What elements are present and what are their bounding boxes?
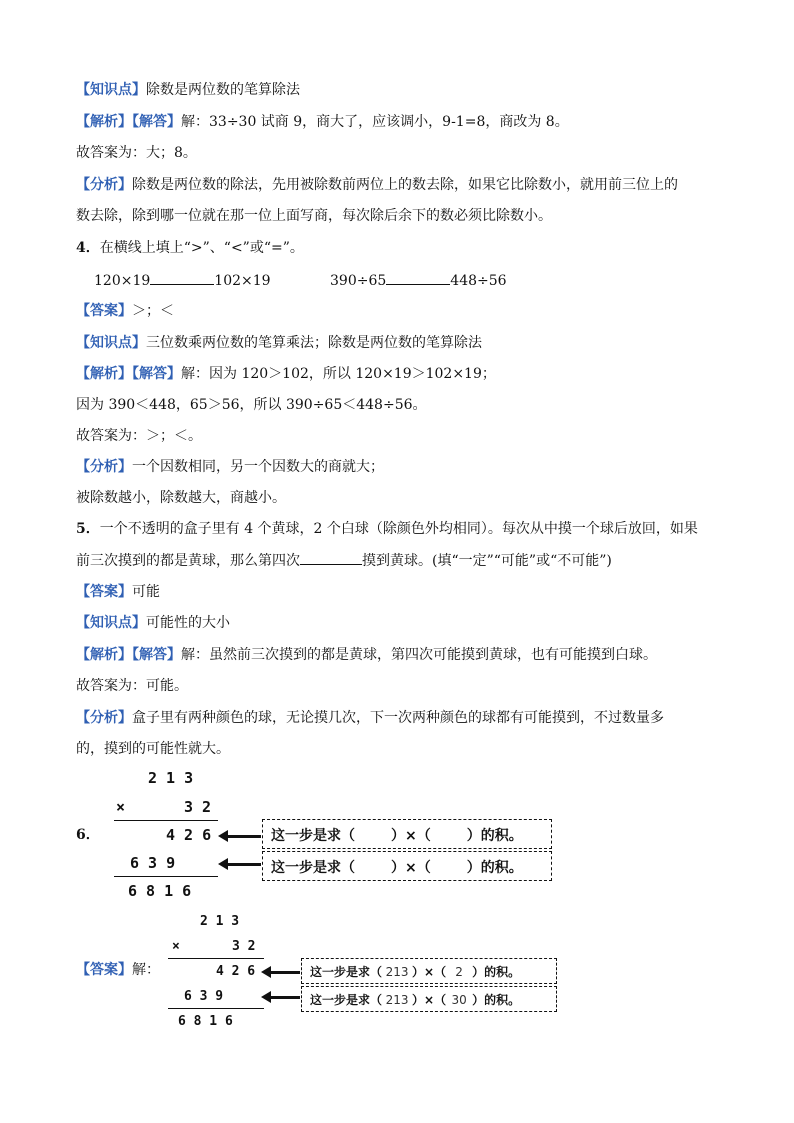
q5-answer bbox=[76, 582, 160, 602]
answer-blank[interactable] bbox=[386, 270, 450, 285]
q5-analysis bbox=[76, 645, 657, 665]
answer-blank[interactable] bbox=[300, 550, 362, 565]
reasoning-text: 盒子里有两种颜色的球，无论摸几次，下一次两种颜色的球都有可能摸到，不过数量多 bbox=[132, 710, 664, 726]
q6-number bbox=[76, 825, 100, 845]
box-text: ）的积。 bbox=[466, 860, 523, 876]
question-number: 4． bbox=[76, 240, 100, 256]
q4-question bbox=[76, 238, 304, 258]
answer-box-1 bbox=[301, 958, 557, 984]
analysis-text: 解：虽然前三次摸到的都是黄球，第四次可能摸到黄球，也有可能摸到白球。 bbox=[181, 647, 657, 663]
knowledge-text: 可能性的大小 bbox=[146, 615, 230, 631]
q5-question-cont bbox=[76, 550, 612, 571]
partial-product-2: 6 3 9 bbox=[184, 989, 224, 1004]
q5-question bbox=[76, 519, 698, 539]
answer-tag: 【答案】 bbox=[76, 584, 132, 600]
multiplier: 3 2 bbox=[232, 939, 256, 954]
box-text: 这一步是求（ bbox=[271, 860, 355, 876]
reasoning-text: 除数是两位数的除法，先用被除数前两位上的数去除，如果它比除数小，就用前三位上的 bbox=[132, 177, 678, 193]
analysis-tag: 【解析】【解答】 bbox=[76, 647, 181, 663]
rule-line bbox=[168, 958, 264, 959]
box-text: ）的积。 bbox=[472, 965, 521, 979]
question-text: 在横线上填上“>”、“<”或“=”。 bbox=[99, 240, 304, 256]
box-text: 这一步是求（ bbox=[310, 965, 383, 979]
rule-line bbox=[114, 876, 218, 877]
rule-line bbox=[114, 820, 218, 821]
answer-text: ＞；＜ bbox=[132, 303, 174, 319]
reasoning-tag: 【分析】 bbox=[76, 177, 132, 193]
box-text: ）×（ bbox=[412, 993, 447, 1007]
expr-left: 120×19 bbox=[94, 273, 151, 289]
answer-tag: 【答案】 bbox=[76, 303, 132, 319]
q4-expression-2 bbox=[330, 270, 507, 289]
knowledge-tag: 【知识点】 bbox=[76, 335, 146, 351]
times-sign: × bbox=[116, 798, 126, 816]
analysis-tag: 【解析】【解答】 bbox=[76, 366, 181, 382]
question-number: 6． bbox=[76, 827, 100, 843]
q5-answer-line: 故答案为：可能。 bbox=[76, 678, 188, 694]
partial-product-1: 4 2 6 bbox=[166, 826, 212, 844]
multiplicand: 2 1 3 bbox=[200, 914, 240, 929]
arrow-left-icon bbox=[227, 835, 261, 838]
partial-product-2: 6 3 9 bbox=[130, 854, 176, 872]
box-text: ）的积。 bbox=[466, 828, 523, 844]
q3-reasoning bbox=[76, 175, 678, 195]
q4-reasoning-cont: 被除数越小，除数越大，商越小。 bbox=[76, 490, 286, 506]
question-text: 一个不透明的盒子里有 4 个黄球，2 个白球（除颜色外均相同）。每次从中摸一个球后放回，如果 bbox=[99, 521, 698, 537]
box-text: 这一步是求（ bbox=[310, 993, 383, 1007]
box-text: 这一步是求（ bbox=[271, 828, 355, 844]
reasoning-tag: 【分析】 bbox=[76, 710, 132, 726]
fill-value: 213 bbox=[385, 965, 409, 979]
q3-answer-line: 故答案为：大；8。 bbox=[76, 145, 197, 161]
step-box-1 bbox=[262, 819, 552, 849]
q4-expression-1 bbox=[94, 270, 271, 289]
knowledge-tag: 【知识点】 bbox=[76, 82, 146, 98]
answer-box-2 bbox=[301, 986, 557, 1012]
answer-blank[interactable] bbox=[150, 270, 214, 285]
q4-knowledge-point bbox=[76, 333, 482, 353]
knowledge-text: 除数是两位数的笔算除法 bbox=[146, 82, 300, 98]
question-text: 摸到黄球。(填“一定”“可能”或“不可能”) bbox=[362, 553, 612, 569]
fill-value: 213 bbox=[385, 993, 409, 1007]
product: 6 8 1 6 bbox=[128, 882, 192, 900]
multiplicand: 2 1 3 bbox=[148, 769, 194, 787]
box-text: ）×（ bbox=[412, 965, 447, 979]
step-box-2 bbox=[262, 851, 552, 881]
q3-reasoning-cont: 数去除，除到哪一位就在那一位上面写商，每次除后余下的数必须比除数小。 bbox=[76, 208, 552, 224]
q4-answer-line: 故答案为：＞；＜。 bbox=[76, 428, 202, 444]
fill-value: 30 bbox=[451, 993, 467, 1007]
product: 6 8 1 6 bbox=[178, 1014, 233, 1029]
q3-knowledge-point bbox=[76, 80, 300, 100]
box-text: ）×（ bbox=[391, 828, 431, 844]
arrow-left-icon bbox=[227, 863, 261, 866]
q5-reasoning bbox=[76, 708, 664, 728]
q5-reasoning-cont: 的，摸到的可能性就大。 bbox=[76, 741, 230, 757]
analysis-tag: 【解析】【解答】 bbox=[76, 114, 181, 130]
analysis-text: 解：33÷30 试商 9，商大了，应该调小，9-1=8，商改为 8。 bbox=[181, 114, 569, 130]
q4-reasoning bbox=[76, 457, 384, 477]
rule-line bbox=[168, 1008, 264, 1009]
arrow-left-icon bbox=[270, 971, 300, 974]
expr-left: 390÷65 bbox=[330, 273, 387, 289]
reasoning-tag: 【分析】 bbox=[76, 459, 132, 475]
answer-text: 可能 bbox=[132, 584, 160, 600]
expr-right: 102×19 bbox=[214, 273, 271, 289]
reasoning-text: 一个因数相同，另一个因数大的商就大； bbox=[132, 459, 384, 475]
q4-analysis-cont: 因为 390＜448，65＞56，所以 390÷65＜448÷56。 bbox=[76, 397, 427, 413]
analysis-text: 解：因为 120＞102，所以 120×19＞102×19； bbox=[181, 366, 496, 382]
partial-product-1: 4 2 6 bbox=[216, 964, 256, 979]
multiplier: 3 2 bbox=[184, 798, 212, 816]
knowledge-text: 三位数乘两位数的笔算乘法；除数是两位数的笔算除法 bbox=[146, 335, 482, 351]
answer-figure bbox=[160, 910, 570, 1035]
arrow-left-icon bbox=[270, 996, 300, 999]
q4-analysis bbox=[76, 364, 496, 384]
q5-knowledge-point bbox=[76, 613, 230, 633]
times-sign: × bbox=[172, 939, 180, 954]
box-text: ）×（ bbox=[391, 860, 431, 876]
multiplication-figure bbox=[110, 765, 570, 905]
question-number: 5． bbox=[76, 521, 100, 537]
fill-value: 2 bbox=[455, 965, 463, 979]
answer-tag: 【答案】 bbox=[76, 962, 132, 978]
box-text: ）的积。 bbox=[472, 993, 521, 1007]
q4-answer bbox=[76, 301, 174, 321]
question-text: 前三次摸到的都是黄球，那么第四次 bbox=[76, 553, 300, 569]
knowledge-tag: 【知识点】 bbox=[76, 615, 146, 631]
answer-text: 解： bbox=[132, 962, 160, 978]
q6-answer bbox=[76, 960, 160, 980]
expr-right: 448÷56 bbox=[450, 273, 507, 289]
q3-analysis bbox=[76, 112, 569, 132]
